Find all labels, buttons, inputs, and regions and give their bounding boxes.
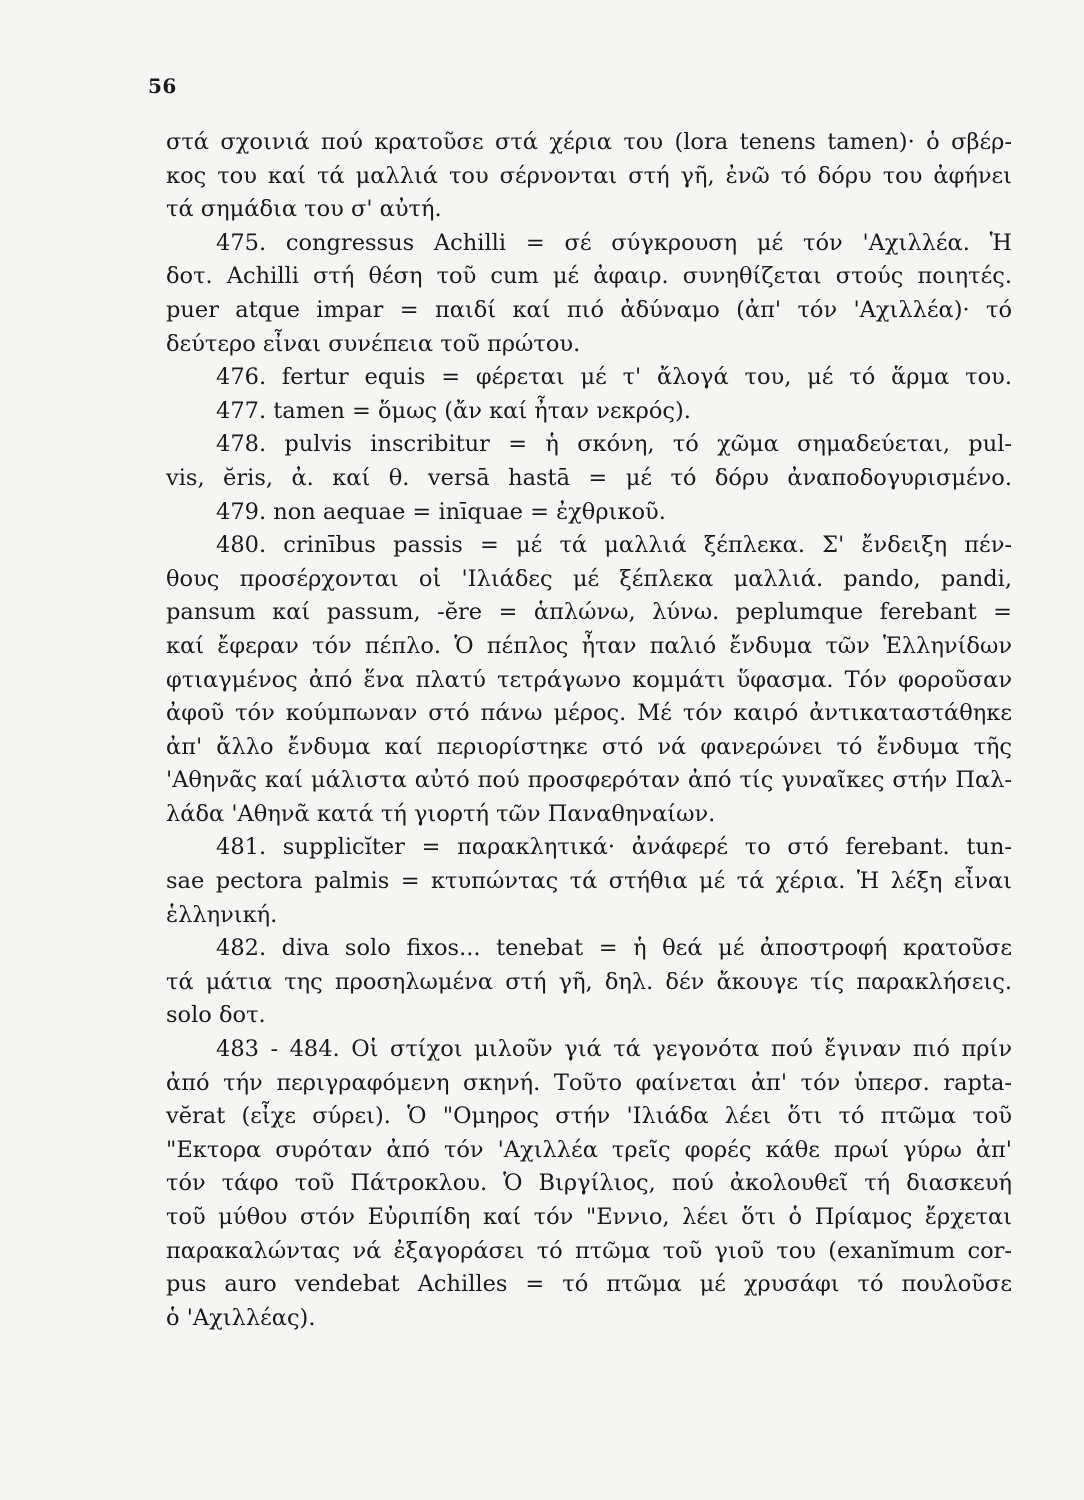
text-line: λάδα 'Αθηνᾶ κατά τή γιορτή τῶν Παναθηναίων. <box>166 800 716 827</box>
text-line: vis, ĕris, ἀ. καί θ. versā hastā = μέ τό δόρυ ἀναποδογυρισμένο. <box>166 464 1012 491</box>
text-line: φτιαγμένος ἀπό ἕνα πλατύ τετράγωνο κομμάτι ὕφασμα. Τόν φοροῦσαν <box>166 666 1012 693</box>
text-line: 475. congressus Achilli = σέ σύγκρουση μέ τόν 'Αχιλλέα. Ἡ <box>216 229 1012 256</box>
commentary-body <box>166 126 1012 1335</box>
text-line: ἀπ' ἄλλο ἔνδυμα καί περιορίστηκε στό νά φανερώνει τό ἔνδυμα τῆς <box>166 733 1012 760</box>
text-line: τά σημάδια του σ' αὐτή. <box>166 196 442 223</box>
text-line: ὁ 'Αχιλλέας). <box>166 1304 316 1331</box>
text-line: κος του καί τά μαλλιά του σέρνονται στή γῆ, ἐνῶ τό δόρυ του ἀφήνει <box>166 162 1012 189</box>
text-line: τοῦ μύθου στόν Εὐριπίδη καί τόν "Εννιο, λέει ὅτι ὁ Πρίαμος ἔρχεται <box>166 1204 1012 1230</box>
text-line: pansum καί passum, -ĕre = ἁπλώνω, λύνω. peplumque ferebant = <box>166 599 1012 626</box>
text-line: 482. diva solo fixos... tenebat = ἡ θεά μέ ἀποστροφή κρατοῦσε <box>216 935 1012 962</box>
page-number: 56 <box>148 74 177 98</box>
text-line: 'Αθηνᾶς καί μάλιστα αὐτό πού προσφερόταν ἀπό τίς γυναῖκες στήν Παλ- <box>166 767 1012 794</box>
text-line: "Εκτορα συρόταν ἀπό τόν 'Αχιλλέα τρεῖς φορές κάθε πρωί γύρω ἀπ' <box>166 1136 1012 1163</box>
text-line: 476. fertur equis = φέρεται μέ τ' ἄλογά του, μέ τό ἅρμα του. <box>216 364 1012 391</box>
text-line: θους προσέρχονται οἱ 'Ιλιάδες μέ ξέπλεκα μαλλιά. pando, pandi, <box>166 565 1012 592</box>
text-line: 478. pulvis inscribitur = ἡ σκόνη, τό χῶμα σημαδεύεται, pul- <box>216 431 1012 458</box>
text-line: δοτ. Achilli στή θέση τοῦ cum μέ ἀφαιρ. συνηθίζεται στούς ποιητές. <box>166 263 1012 290</box>
text-line: pus auro vendebat Achilles = τό πτῶμα μέ χρυσάφι τό πουλοῦσε <box>166 1271 1012 1298</box>
text-line: 481. supplicĭter = παρακλητικά· ἀνάφερέ το στό ferebant. tun- <box>216 834 1012 861</box>
text-line: 483 - 484. Οἱ στίχοι μιλοῦν γιά τά γεγονότα πού ἔγιναν πιό πρίν <box>216 1036 1012 1063</box>
text-line: 479. non aequae = inīquae = ἐχθρικοῦ. <box>216 498 666 525</box>
text-line: παρακαλώντας νά ἐξαγοράσει τό πτῶμα τοῦ γιοῦ του (exanĭmum cor- <box>166 1237 1012 1264</box>
text-line: ἀπό τήν περιγραφόμενη σκηνή. Τοῦτο φαίνεται ἀπ' τόν ὑπερσ. rapta- <box>166 1069 1012 1096</box>
text-line: sae pectora palmis = κτυπώντας τά στήθια μέ τά χέρια. Ἡ λέξη εἶναι <box>166 868 1012 895</box>
text-line: solo δοτ. <box>166 1002 266 1029</box>
text-line: ἑλληνική. <box>166 901 278 928</box>
text-line: puer atque impar = παιδί καί πιό ἀδύναμο (ἀπ' τόν 'Αχιλλέα)· τό <box>166 296 1012 323</box>
text-line: δεύτερο εἶναι συνέπεια τοῦ πρώτου. <box>166 330 581 357</box>
text-line: τόν τάφο τοῦ Πάτροκλου. Ὁ Βιργίλιος, πού ἀκολουθεῖ τή διασκευή <box>166 1170 1012 1197</box>
text-line: 477. tamen = ὅμως (ἄν καί ἦταν νεκρός). <box>216 397 691 424</box>
text-line: ἀφοῦ τόν κούμπωναν στό πάνω μέρος. Μέ τόν καιρό ἀντικαταστάθηκε <box>166 700 1012 727</box>
text-line: vĕrat (εἶχε σύρει). Ὁ "Ομηρος στήν 'Ιλιάδα λέει ὅτι τό πτῶμα τοῦ <box>166 1103 1012 1130</box>
text-line: καί ἔφεραν τόν πέπλο. Ὁ πέπλος ἦταν παλιό ἔνδυμα τῶν Ἑλληνίδων <box>166 632 1012 659</box>
text-line: στά σχοινιά πού κρατοῦσε στά χέρια του (lora tenens tamen)· ὁ σβέρ- <box>166 129 1012 155</box>
text-line: 480. crinībus passis = μέ τά μαλλιά ξέπλεκα. Σ' ἔνδειξη πέν- <box>216 532 1012 559</box>
text-line: τά μάτια της προσηλωμένα στή γῆ, δηλ. δέν ἄκουγε τίς παρακλήσεις. <box>166 968 1012 995</box>
